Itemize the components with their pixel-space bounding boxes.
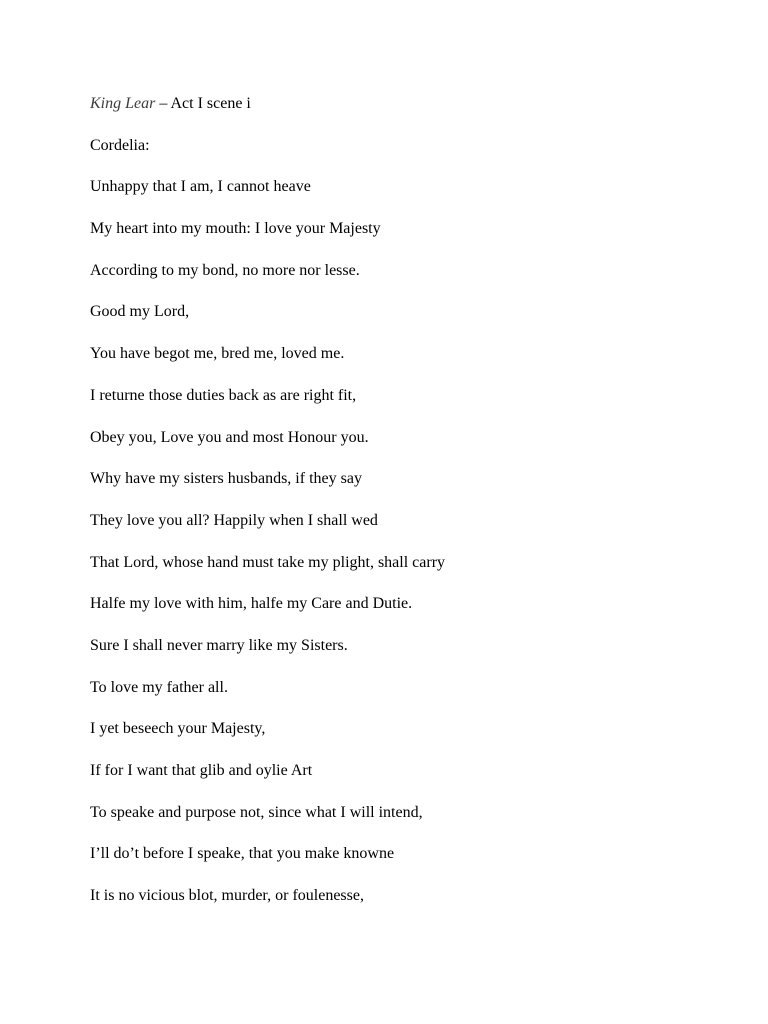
verse-line: That Lord, whose hand must take my plight, shall carry — [90, 553, 446, 571]
verse-line: It is no vicious blot, murder, or foulenesse, — [90, 887, 364, 905]
verse-line: Sure I shall never marry like my Sisters. — [90, 636, 348, 654]
verse-line: They love you all? Happily when I shall wed — [90, 511, 378, 529]
verse-line: Halfe my love with him, halfe my Care and Dutie. — [90, 595, 413, 613]
document-body — [90, 93, 710, 927]
verse-line: To love my father all. — [90, 678, 228, 696]
verse-line: If for I want that glib and oylie Art — [90, 762, 313, 779]
speaker-name: Cordelia: — [90, 136, 150, 154]
play-title: King Lear — [90, 95, 156, 112]
heading-separator: – — [155, 95, 171, 112]
verse-line: To speake and purpose not, since what I will intend, — [90, 803, 423, 821]
verse-line: I’ll do’t before I speake, that you make knowne — [90, 845, 395, 863]
verse-line: Good my Lord, — [90, 303, 190, 321]
document-heading — [90, 93, 710, 135]
verse-line: Unhappy that I am, I cannot heave — [90, 178, 311, 196]
verse-line: My heart into my mouth: I love your Majesty — [90, 220, 381, 238]
verse-line: I yet beseech your Majesty, — [90, 720, 266, 738]
verse-line: According to my bond, no more nor lesse. — [90, 261, 360, 279]
verse-line: You have begot me, bred me, loved me. — [90, 345, 345, 363]
scene-title: Act I scene i — [170, 95, 251, 112]
verse-line: Obey you, Love you and most Honour you. — [90, 428, 369, 446]
verse-line: Why have my sisters husbands, if they say — [90, 470, 362, 488]
verse-line: I returne those duties back as are right fit, — [90, 386, 357, 404]
